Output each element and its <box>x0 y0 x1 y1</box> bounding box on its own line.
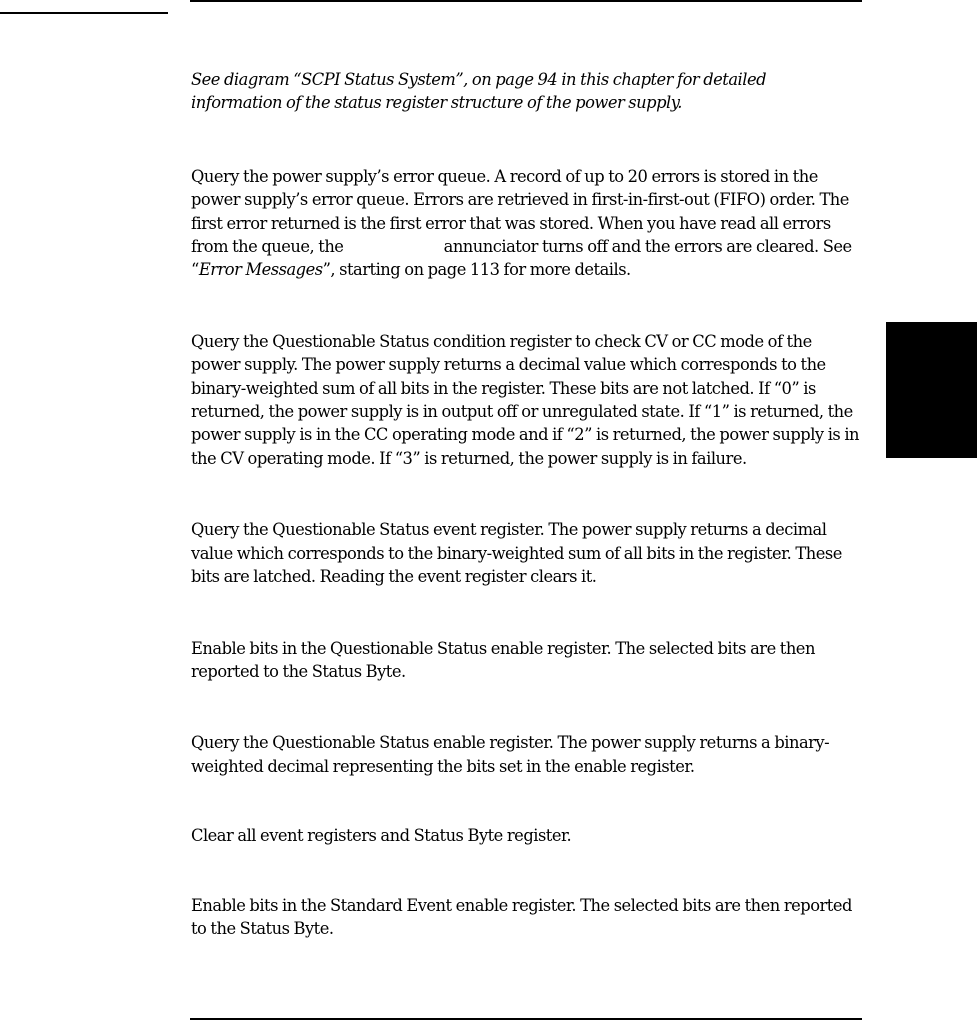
error-queue-text-2: annunciator turns off and the errors are cleared. See “ <box>191 237 852 280</box>
error-messages-reference: Error Messages <box>198 260 323 280</box>
questionable-event-description: Query the Questionable Status event register. The power supply returns a decimal value which corresponds to the binary-weighted sum of all bits in the register. These bits are latched. Reading the event register clears it. <box>191 520 842 587</box>
chapter-thumb-tab <box>886 322 977 458</box>
clear-status-description: Clear all event registers and Status Byte register. <box>191 826 572 846</box>
standard-event-enable-description: Enable bits in the Standard Event enable register. The selected bits are then reported to the Status Byte. <box>191 895 852 938</box>
questionable-enable-description: Enable bits in the Questionable Status enable register. The selected bits are then reported to the Status Byte. <box>191 638 815 681</box>
error-queue-text-3: ”, starting on page 113 for more details. <box>322 260 631 280</box>
bottom-rule <box>190 1018 862 1020</box>
error-queue-description <box>191 165 861 282</box>
top-rule <box>190 0 862 2</box>
error-queue-text: Query the power supply’s error queue. A record of up to 20 errors is stored in the power supply’s error queue. Errors are retrieved in first-in-first-out (FIFO) order. The first error returned is the first error that was stored. When you have read all errors from the queue, the <box>191 166 849 257</box>
status-diagram-note: See diagram “SCPI Status System”, on page 94 in this chapter for detailed information of the status register structure of the power supply. <box>191 70 767 113</box>
questionable-enable-query-description: Query the Questionable Status enable register. The power supply returns a binary-weighted decimal representing the bits set in the enable register. <box>191 733 830 776</box>
top-left-rule <box>0 12 168 14</box>
questionable-condition-description: Query the Questionable Status condition register to check CV or CC mode of the power supply. The power supply returns a decimal value which corresponds to the binary-weighted sum of all bits in the register. These bits are not latched. If “0” is returned, the power supply is in output off or unregulated state. If “1” is returned, the power supply is in the CC operating mode and if “2” is returned, the power supply is in the CV operating mode. If “3” is returned, the power supply is in failure. <box>191 331 860 468</box>
page-body <box>191 68 861 940</box>
